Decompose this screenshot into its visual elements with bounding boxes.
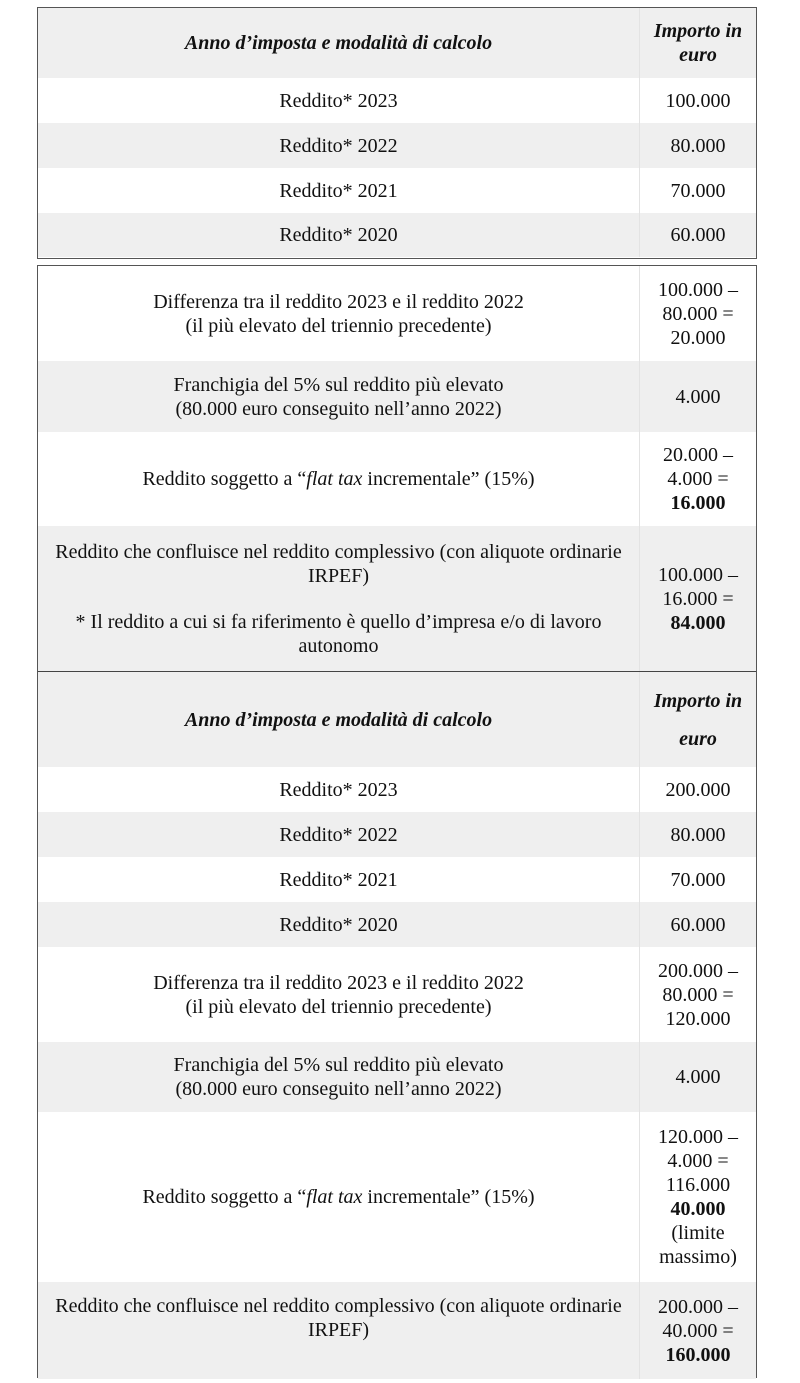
row-value: 70.000: [670, 868, 726, 891]
table-row: [38, 123, 756, 168]
calc-value-note: (limite: [671, 1222, 725, 1244]
calc-value-line: 116.000: [665, 1174, 731, 1196]
calc-row-difference: [38, 947, 756, 1042]
calc-value-line: 20.000: [670, 326, 726, 349]
calc-label-line: Franchigia del 5% sul reddito più elevato: [173, 1054, 504, 1076]
income-table-2: [37, 265, 757, 1378]
calc-row-franchise: [38, 1042, 756, 1112]
row-value: 80.000: [670, 823, 726, 846]
table-header-row: [38, 8, 756, 78]
calc-label-line: (80.000 euro conseguito nell’anno 2022): [175, 1078, 502, 1100]
label-suffix: incrementale” (15%): [362, 1186, 535, 1208]
header-col-amount: Importo in euro: [653, 20, 743, 66]
table-row: [38, 902, 756, 947]
footnote: * Il reddito a cui si fa riferimento è quello d’impresa e/o di lavoro autonomo: [75, 610, 602, 657]
table-row: [38, 78, 756, 123]
calc-value-line: 80.000 =: [662, 302, 734, 325]
row-label: Reddito* 2023: [38, 767, 640, 812]
calc-value-result: 40.000: [670, 1198, 726, 1220]
calc-value-line: 40.000 =: [662, 1319, 734, 1342]
calc-value-line: 100.000 –: [658, 563, 738, 586]
calc-value-line: 20.000 –: [663, 444, 733, 466]
calc-value-line: 16.000 =: [662, 587, 734, 610]
calc-label-line: Differenza tra il reddito 2023 e il reddito 2022: [153, 971, 524, 994]
calc-value-result: 160.000: [665, 1343, 731, 1366]
row-label: Reddito* 2020: [38, 213, 640, 257]
calc-label: [142, 1185, 534, 1209]
calc-value: 4.000: [675, 385, 721, 408]
calc-value-result: 84.000: [670, 611, 726, 634]
table-row: [38, 168, 756, 213]
calc-row-flat-tax: [38, 432, 756, 526]
calc-value-line: 4.000 =: [667, 1150, 729, 1172]
calc-label: Reddito che confluisce nel reddito complessivo (con aliquote ordinarie IRPEF): [55, 540, 622, 587]
row-value: 200.000: [665, 778, 731, 801]
calc-label: [142, 467, 534, 491]
income-table-1: [37, 7, 757, 259]
calc-row-difference: [38, 266, 756, 361]
row-label: Reddito* 2023: [38, 78, 640, 123]
row-value: 60.000: [670, 224, 726, 246]
calc-value-line: 4.000 =: [667, 468, 729, 490]
label-italic: flat tax: [306, 468, 363, 490]
calc-label-line: (80.000 euro conseguito nell’anno 2022): [175, 397, 502, 420]
calc-value: 4.000: [675, 1066, 721, 1088]
table-row: [38, 213, 756, 257]
row-value: 100.000: [665, 89, 731, 112]
row-value: 60.000: [670, 913, 726, 936]
table-row: [38, 812, 756, 857]
calc-row-franchise: [38, 361, 756, 432]
row-label: Reddito* 2022: [38, 123, 640, 168]
calc-label-line: (il più elevato del triennio precedente): [185, 314, 492, 337]
calc-row-total-income: [38, 1282, 756, 1379]
calc-value-line: 80.000 =: [662, 983, 734, 1006]
calc-value-line: 120.000: [665, 1007, 731, 1030]
header-col-amount: Importo in euro: [653, 689, 743, 750]
calc-label-line: Franchigia del 5% sul reddito più elevato: [173, 373, 504, 396]
label-italic: flat tax: [306, 1186, 363, 1208]
row-label: Reddito* 2022: [38, 812, 640, 857]
row-label: Reddito* 2021: [38, 168, 640, 213]
calc-value-line: 120.000 –: [658, 1126, 738, 1148]
calc-row-flat-tax: [38, 1112, 756, 1282]
label-prefix: Reddito soggetto a “: [142, 1186, 307, 1208]
header-col-description: Anno d’imposta e modalità di calcolo: [38, 8, 640, 78]
row-label: Reddito* 2021: [38, 857, 640, 902]
label-suffix: incrementale” (15%): [362, 468, 535, 490]
row-value: 70.000: [670, 179, 726, 202]
calc-label: Reddito che confluisce nel reddito complessivo (con aliquote ordinarie IRPEF): [55, 1295, 622, 1341]
table-row: [38, 767, 756, 812]
calc-value-note: massimo): [659, 1246, 737, 1268]
calc-value-line: 200.000 –: [658, 1295, 738, 1318]
calc-label-line: Differenza tra il reddito 2023 e il reddito 2022: [153, 290, 524, 313]
table-row: [38, 857, 756, 902]
table-header-row: [38, 671, 756, 767]
calc-label-line: (il più elevato del triennio precedente): [185, 995, 492, 1018]
header-col-description: Anno d’imposta e modalità di calcolo: [38, 672, 640, 767]
calc-value-line: 200.000 –: [658, 959, 738, 982]
label-prefix: Reddito soggetto a “: [142, 468, 307, 490]
calc-value-result: 16.000: [670, 492, 726, 514]
calc-value-line: 100.000 –: [658, 278, 738, 301]
row-label: Reddito* 2020: [38, 902, 640, 947]
row-value: 80.000: [670, 134, 726, 157]
calc-row-total-income: [38, 526, 756, 671]
